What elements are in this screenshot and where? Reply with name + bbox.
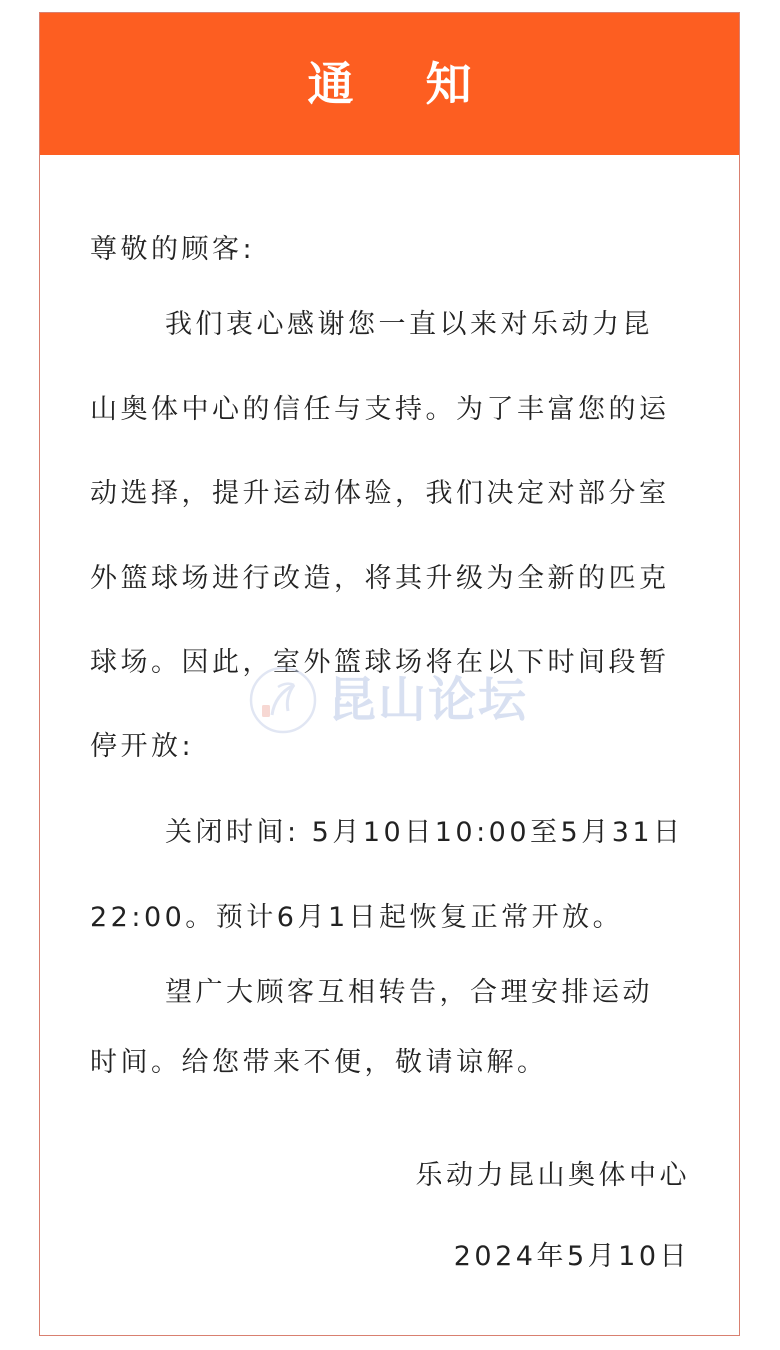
paragraph-line: 望广大顾客互相转告，合理安排运动 xyxy=(165,977,653,1008)
paragraph-line: 山奥体中心的信任与支持。为了丰富您的运 xyxy=(90,394,670,425)
notice-date: 2024年5月10日 xyxy=(453,1241,690,1272)
notice-header xyxy=(40,13,739,155)
paragraph-line: 动选择，提升运动体验，我们决定对部分室 xyxy=(90,478,670,509)
reopen-line: 22:00。预计6月1日起恢复正常开放。 xyxy=(90,902,624,933)
paragraph-line: 外篮球场进行改造，将其升级为全新的匹克 xyxy=(90,563,670,594)
watermark-text: 昆山论坛 xyxy=(328,672,529,728)
paragraph-line: 我们衷心感谢您一直以来对乐动力昆 xyxy=(165,309,653,340)
paragraph-line: 时间。给您带来不便，敬请谅解。 xyxy=(90,1047,548,1078)
signature: 乐动力昆山奥体中心 xyxy=(415,1160,690,1191)
closure-time-line: 关闭时间: 5月10日10:00至5月31日 xyxy=(165,817,684,848)
notice-title: 通 知 xyxy=(307,57,500,111)
salutation: 尊敬的顾客: xyxy=(90,234,256,265)
notice-card xyxy=(39,12,740,1336)
paragraph-line: 球场。因此，室外篮球场将在以下时间段暂 xyxy=(90,647,670,678)
paragraph-line: 停开放: xyxy=(90,731,195,762)
